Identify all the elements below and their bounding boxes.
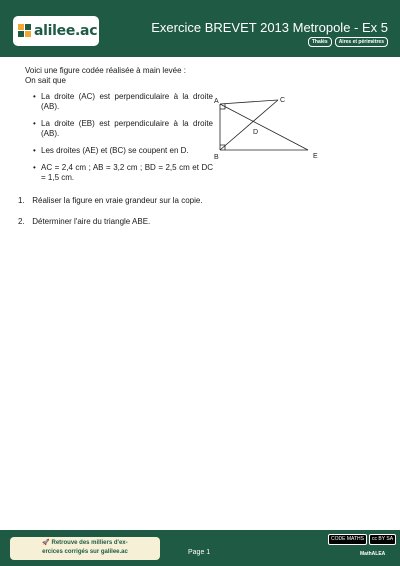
question-item (18, 217, 203, 227)
label-b: B (214, 154, 219, 161)
question-number: 2. (18, 217, 25, 226)
intro-line-1: Voici une figure codée réalisée à main levée : (25, 66, 186, 75)
intro-line-2: On sait que (25, 76, 66, 85)
brand-name: MathALEA (360, 551, 386, 557)
question-text: Réaliser la figure en vraie grandeur sur la copie. (32, 196, 203, 205)
hypothesis-item: • AC = 2,4 cm ; AB = 3,2 cm ; BD = 2,5 cm et DC = 1,5 cm. (33, 163, 213, 183)
promo-line-2: ercices corrigés sur galilee.ac (42, 549, 128, 555)
segment-bc (220, 100, 278, 150)
question-text: Déterminer l'aire du triangle ABE. (32, 217, 151, 226)
segment-ac (220, 100, 278, 104)
page-header (0, 0, 400, 57)
hypothesis-item: • La droite (AC) est perpendiculaire à la droite (AB). (33, 92, 213, 112)
label-e: E (313, 153, 318, 160)
license-cc: cc BY SA (369, 534, 396, 545)
tag-aires[interactable]: Aires et périmètres (335, 37, 388, 47)
galilee-g-icon (17, 22, 33, 40)
page-title: Exercice BREVET 2013 Metropole - Ex 5 (151, 20, 388, 35)
label-d: D (253, 129, 259, 136)
segment-ae (220, 104, 308, 150)
license-code: CODE MATHS (328, 534, 367, 545)
label-a: A (214, 98, 219, 105)
geometry-figure (210, 92, 330, 164)
question-item (18, 196, 203, 206)
label-c: C (280, 97, 286, 104)
question-list (18, 196, 203, 238)
hypothesis-list (33, 92, 213, 190)
tag-thales[interactable]: Thalès (308, 37, 332, 47)
license-badge[interactable] (328, 534, 396, 545)
rocket-icon: 🚀 (42, 540, 52, 546)
question-number: 1. (18, 196, 25, 205)
page-number: Page 1 (188, 549, 211, 556)
promo-link[interactable] (10, 537, 160, 560)
galilee-logo[interactable] (13, 16, 99, 46)
hypothesis-item: • Les droites (AE) et (BC) se coupent en D. (33, 146, 213, 156)
intro-text (25, 66, 186, 86)
promo-line-1: Retrouve des milliers d'ex- (51, 540, 128, 546)
logo-text: alilee.ac (34, 23, 98, 39)
hypothesis-item: • La droite (EB) est perpendiculaire à la droite (AB). (33, 119, 213, 139)
tag-list (308, 37, 388, 47)
